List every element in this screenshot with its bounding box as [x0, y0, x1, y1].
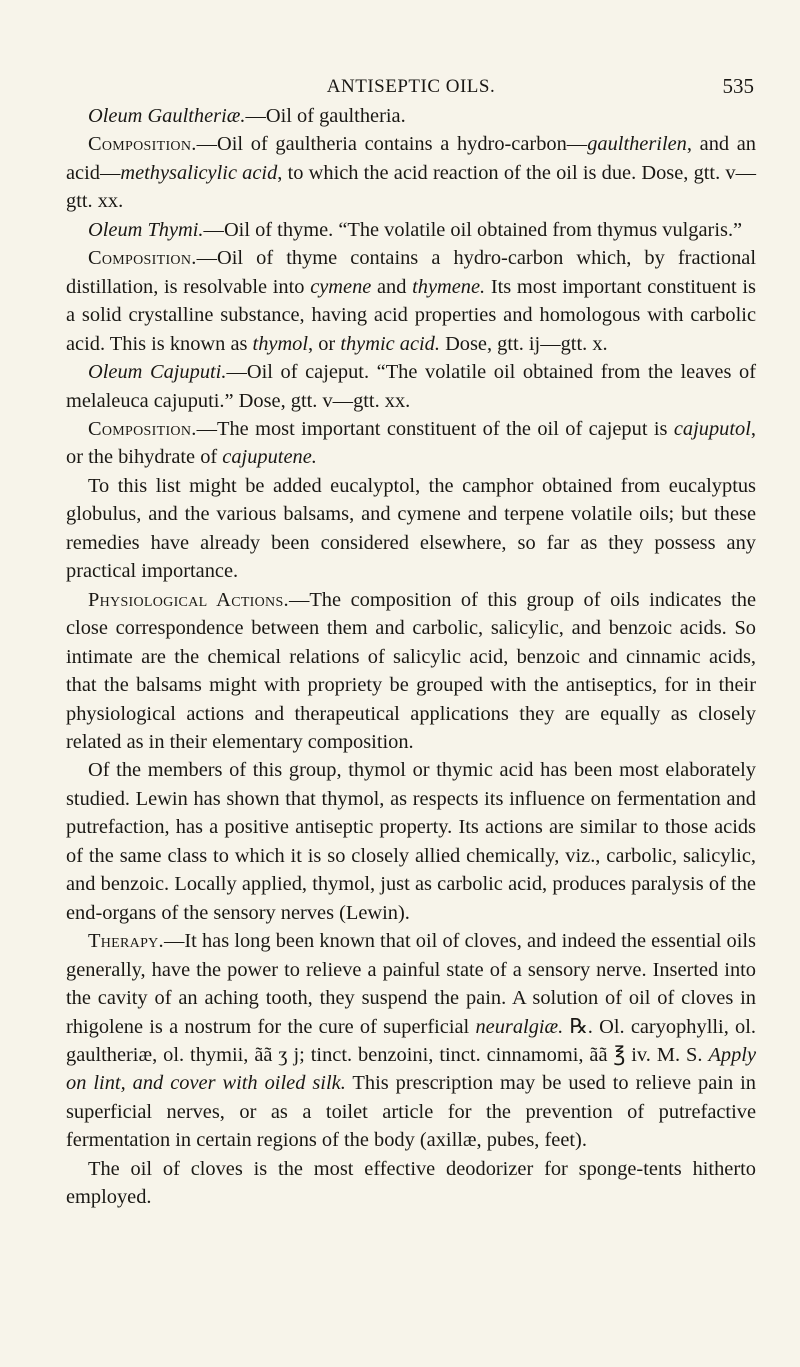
italic-run: gaultherilen — [587, 133, 687, 156]
text-run: , and an acid— — [66, 133, 756, 184]
paragraph — [66, 586, 756, 757]
section-heading: Therapy. — [88, 930, 164, 953]
text-run: —It has long been known that oil of cloves, and indeed the essential oils generally, have the power to relieve a painful state of a sensory nerve. Inserted into the cavity of an aching tooth, they suspend the pain. A solution of oil of cloves in rhigolene is a nostrum for the cure of superficial — [66, 930, 756, 1038]
text-run: ℞. Ol. caryophylli, ol. gaultheriæ, ol. thymii, ãã ʒ j; tinct. benzoini, tinct. cinnamomi, ãã ℥ iv. M. S. — [66, 1015, 756, 1066]
italic-run: cymene — [310, 275, 372, 298]
paragraph — [66, 358, 756, 415]
page-header — [66, 0, 756, 102]
text-run: —The most important constituent of the oil of cajeput is — [196, 417, 674, 440]
paragraph — [66, 130, 756, 215]
text-run: , or — [308, 332, 341, 355]
text-run: —The composition of this group of oils indicates the close correspondence between them and carbolic, salicylic, and benzoic acids. So intimate are the chemical relations of salicylic acid, benzoic and cinnamic acids, that the balsams might with propriety be grouped with the antiseptics, for in their physiological actions and therapeutical applications they are equally as closely related as in their elementary composition. — [66, 588, 756, 753]
section-heading: Composition. — [88, 133, 197, 156]
section-heading: Composition. — [88, 417, 197, 440]
text-run: Dose, gtt. ij—gtt. x. — [439, 332, 608, 355]
text-run: Its most important constituent is a solid crystalline substance, having acid properties and homologous with carbolic acid. This is known as — [66, 275, 756, 355]
paragraph — [66, 756, 756, 927]
text-run: Of the members of this group, thymol or thymic acid has been most elaborately studied. Lewin has shown that thymol, as respects its influence on fermentation and putrefaction, has a positive antiseptic property. Its actions are similar to those acids of the same class to which it is so closely allied chemically, viz., carbolic, salicylic, and benzoic. Locally applied, thymol, just as carbolic acid, produces paralysis of the end-organs of the sensory nerves (Lewin). — [66, 759, 756, 924]
paragraph — [66, 472, 756, 586]
text-run: —Oil of thyme contains a hydro-carbon which, by fractional distillation, is resolvable into — [66, 247, 756, 298]
italic-run: thymene. — [412, 275, 486, 298]
italic-run: Apply on lint, and cover with oiled silk. — [66, 1043, 756, 1095]
italic-run: Oleum Gaultheriæ. — [88, 105, 246, 127]
text-run: To this list might be added eucalyptol, the camphor obtained from eucalyptus globulus, and the various balsams, and cymene and terpene volatile oils; but these remedies have already been considered elsewhere, so far as they possess any practical importance. — [66, 474, 756, 583]
italic-run: thymic acid. — [340, 332, 440, 355]
paragraph — [66, 244, 756, 358]
italic-run: Oleum Cajuputi. — [88, 361, 227, 384]
paragraph — [66, 216, 756, 244]
paragraph — [66, 415, 756, 472]
paragraph — [66, 102, 756, 130]
running-title: ANTISEPTIC OILS. — [326, 76, 496, 97]
italic-run: cajuputene. — [222, 446, 317, 469]
text-run: , or the bihydrate of — [66, 417, 756, 469]
italic-run: cajuputol — [673, 417, 751, 440]
text-run: The oil of cloves is the most effective deodorizer for sponge-tents hitherto employed. — [66, 1157, 756, 1209]
text-run: —Oil of gaultheria contains a hydro-carbon— — [196, 133, 588, 156]
text-run: —Oil of thyme. “The volatile oil obtained from thymus vulgaris.” — [203, 218, 743, 241]
text-run: This prescription may be used to relieve pain in superficial nerves, or as a toilet article for the prevention of putrefactive fermentation in certain regions of the body (axillæ, pubes, feet). — [66, 1072, 756, 1152]
italic-run: neuralgiæ. — [475, 1015, 564, 1038]
paragraph — [66, 1155, 756, 1212]
text-run: —Oil of gaultheria. — [245, 105, 406, 127]
italic-run: thymol — [252, 332, 309, 355]
section-heading: Physiological Actions. — [88, 588, 289, 611]
italic-run: methysalicylic acid — [120, 161, 278, 184]
text-run: , to which the acid reaction of the oil is due. Dose, gtt. v—gtt. xx. — [66, 161, 756, 213]
paragraph — [66, 927, 756, 1155]
italic-run: Oleum Thymi. — [88, 218, 204, 241]
text-run: and — [371, 275, 413, 298]
text-run: —Oil of cajeput. “The volatile oil obtained from the leaves of melaleuca cajuputi.” Dose, gtt. v—gtt. xx. — [66, 361, 757, 412]
section-heading: Composition. — [88, 247, 197, 270]
body-text — [66, 102, 756, 1212]
page-number: 535 — [722, 74, 754, 98]
